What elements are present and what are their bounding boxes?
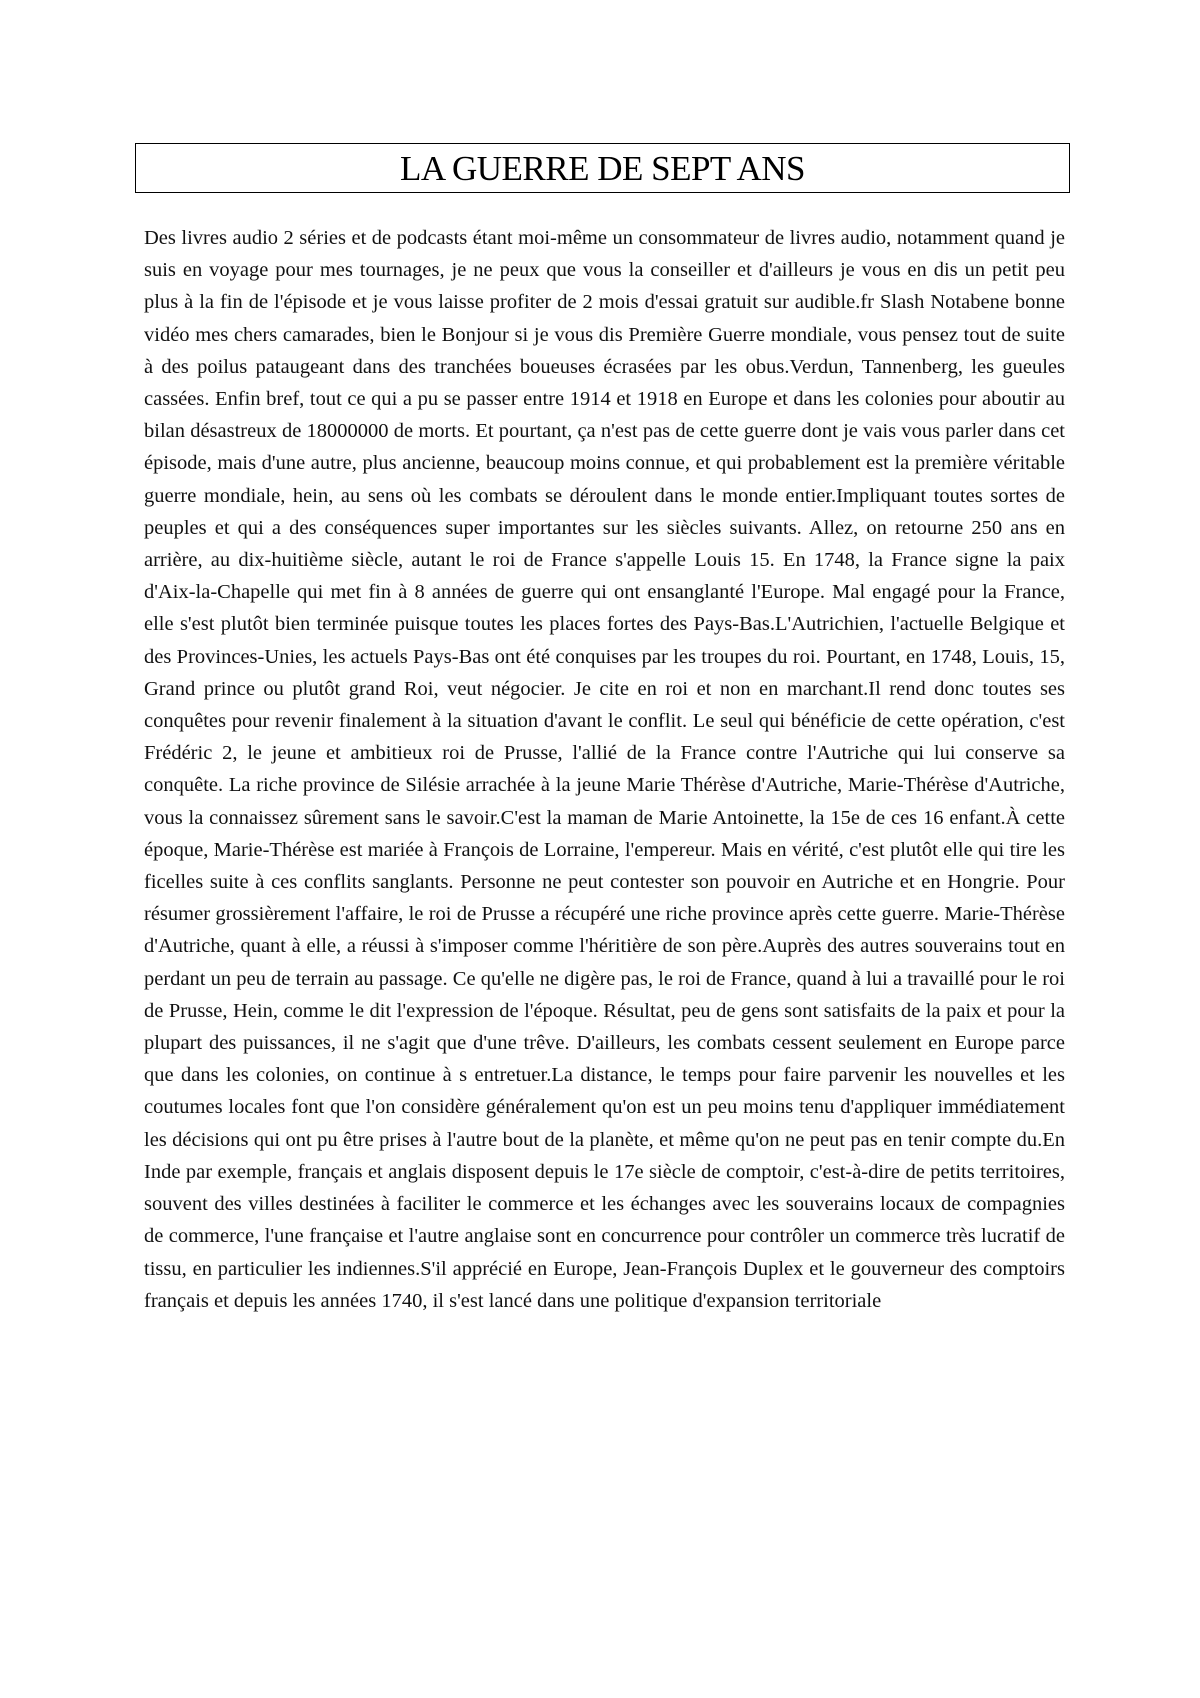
title-box: [135, 143, 1070, 193]
document-body: Des livres audio 2 séries et de podcasts étant moi-même un consommateur de livres audio, notamment quand je suis en voyage pour mes tournages, je ne peux que vous la conseiller et d'ailleurs je vous en dis un petit peu plus à la fin de l'épisode et je vous laisse profiter de 2 mois d'essai gratuit sur audible.fr Slash Notabene bonne vidéo mes chers camarades, bien le Bonjour si je vous dis Première Guerre mondiale, vous pensez tout de suite à des poilus pataugeant dans des tranchées boueuses écrasées par les obus.Verdun, Tannenberg, les gueules cassées. Enfin bref, tout ce qui a pu se passer entre 1914 et 1918 en Europe et dans les colonies pour aboutir au bilan désastreux de 18000000 de morts. Et pourtant, ça n'est pas de cette guerre dont je vais vous parler dans cet épisode, mais d'une autre, plus ancienne, beaucoup moins connue, et qui probablement est la première véritable guerre mondiale, hein, au sens où les combats se déroulent dans le monde entier.Impliquant toutes sortes de peuples et qui a des conséquences super importantes sur les siècles suivants. Allez, on retourne 250 ans en arrière, au dix-huitième siècle, autant le roi de France s'appelle Louis 15. En 1748, la France signe la paix d'Aix-la-Chapelle qui met fin à 8 années de guerre qui ont ensanglanté l'Europe. Mal engagé pour la France, elle s'est plutôt bien terminée puisque toutes les places fortes des Pays-Bas.L'Autrichien, l'actuelle Belgique et des Provinces-Unies, les actuels Pays-Bas ont été conquises par les troupes du roi. Pourtant, en 1748, Louis, 15, Grand prince ou plutôt grand Roi, veut négocier. Je cite en roi et non en marchant.Il rend donc toutes ses conquêtes pour revenir finalement à la situation d'avant le conflit. Le seul qui bénéficie de cette opération, c'est Frédéric 2, le jeune et ambitieux roi de Prusse, l'allié de la France contre l'Autriche qui lui conserve sa conquête. La riche province de Silésie arrachée à la jeune Marie Thérèse d'Autriche, Marie-Thérèse d'Autriche, vous la connaissez sûrement sans le savoir.C'est la maman de Marie Antoinette, la 15e de ces 16 enfant.À cette époque, Marie-Thérèse est mariée à François de Lorraine, l'empereur. Mais en vérité, c'est plutôt elle qui tire les ficelles suite à ces conflits sanglants. Personne ne peut contester son pouvoir en Autriche et en Hongrie. Pour résumer grossièrement l'affaire, le roi de Prusse a récupéré une riche province après cette guerre. Marie-Thérèse d'Autriche, quant à elle, a réussi à s'imposer comme l'héritière de son père.Auprès des autres souverains tout en perdant un peu de terrain au passage. Ce qu'elle ne digère pas, le roi de France, quand à lui a travaillé pour le roi de Prusse, Hein, comme le dit l'expression de l'époque. Résultat, peu de gens sont satisfaits de la paix et pour la plupart des puissances, il ne s'agit que d'une trêve. D'ailleurs, les combats cessent seulement en Europe parce que dans les colonies, on continue à s entretuer.La distance, le temps pour faire parvenir les nouvelles et les coutumes locales font que l'on considère généralement qu'on est un peu moins tenu d'appliquer immédiatement les décisions qui ont pu être prises à l'autre bout de la planète, et même qu'on ne peut pas en tenir compte du.En Inde par exemple, français et anglais disposent depuis le 17e siècle de comptoir, c'est-à-dire de petits territoires, souvent des villes destinées à faciliter le commerce et les échanges avec les souverains locaux de compagnies de commerce, l'une française et l'autre anglaise sont en concurrence pour contrôler un commerce très lucratif de tissu, en particulier les indiennes.S'il apprécié en Europe, Jean-François Duplex et le gouverneur des comptoirs français et depuis les années 1740, il s'est lancé dans une politique d'expansion territoriale: [144, 227, 1065, 1312]
document-title: LA GUERRE DE SEPT ANS: [399, 148, 806, 188]
